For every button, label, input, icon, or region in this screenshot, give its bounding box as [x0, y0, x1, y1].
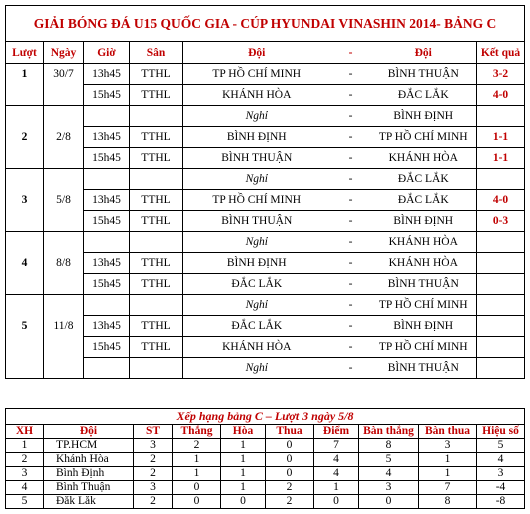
header-luot: Lượt: [6, 42, 44, 64]
standings-cell: 7: [314, 439, 359, 453]
header-gio: Giờ: [84, 42, 130, 64]
standings-cell: 2: [266, 481, 314, 495]
round-number: 4: [6, 253, 44, 274]
home-team: ĐẮC LẮK: [183, 316, 331, 337]
match-venue: TTHL: [130, 211, 183, 232]
header-doi-1: Đội: [183, 42, 331, 64]
match-result: 0-3: [477, 211, 525, 232]
away-team: BÌNH ĐỊNH: [371, 106, 477, 127]
standings-cell: 1: [419, 453, 477, 467]
standings-row: [6, 495, 525, 509]
match-result: [477, 337, 525, 358]
match-separator: -: [331, 85, 371, 106]
match-time: 15h45: [84, 274, 130, 295]
match-row: [6, 85, 525, 106]
standings-cell: 4: [314, 453, 359, 467]
round-date: 30/7: [44, 64, 84, 85]
match-separator: -: [331, 148, 371, 169]
standings-cell: 4: [359, 467, 419, 481]
match-time: 13h45: [84, 64, 130, 85]
match-separator: -: [331, 169, 371, 190]
standings-cell: 0: [173, 481, 221, 495]
schedule-table: [5, 5, 525, 379]
match-separator: -: [331, 64, 371, 85]
match-result: [477, 232, 525, 253]
header-separator: -: [331, 42, 371, 64]
away-team: KHÁNH HÒA: [371, 232, 477, 253]
match-row: [6, 316, 525, 337]
standings-cell: 2: [6, 453, 44, 467]
standings-cell: 2: [173, 439, 221, 453]
match-row: [6, 358, 525, 379]
away-team: ĐẮC LẮK: [371, 169, 477, 190]
standings-cell: 1: [221, 481, 266, 495]
match-time: 15h45: [84, 85, 130, 106]
match-row: [6, 295, 525, 316]
round-cell: [6, 85, 44, 106]
match-row: [6, 148, 525, 169]
standings-header-cell: ST: [134, 425, 173, 439]
standings-cell: 8: [419, 495, 477, 509]
standings-cell: 0: [314, 495, 359, 509]
match-venue: TTHL: [130, 64, 183, 85]
standings-team: Bình Thuận: [44, 481, 134, 495]
round-cell: [6, 211, 44, 232]
match-separator: -: [331, 127, 371, 148]
round-date-cell: [44, 337, 84, 358]
standings-cell: 2: [266, 495, 314, 509]
match-row: [6, 232, 525, 253]
match-row: [6, 274, 525, 295]
standings-cell: 3: [6, 467, 44, 481]
standings-header-cell: Bàn thắng: [359, 425, 419, 439]
standings-header-cell: Điểm: [314, 425, 359, 439]
standings-cell: 0: [221, 495, 266, 509]
away-team: ĐẮC LẮK: [371, 85, 477, 106]
match-separator: -: [331, 232, 371, 253]
match-separator: -: [331, 316, 371, 337]
standings-team: Khánh Hòa: [44, 453, 134, 467]
round-date: 8/8: [44, 253, 84, 274]
away-team: BÌNH ĐỊNH: [371, 316, 477, 337]
header-ngay: Ngày: [44, 42, 84, 64]
match-separator: -: [331, 274, 371, 295]
match-separator: -: [331, 295, 371, 316]
match-row: [6, 127, 525, 148]
round-cell: [6, 358, 44, 379]
standings-cell: 8: [359, 439, 419, 453]
round-number: 5: [6, 316, 44, 337]
standings-cell: 7: [419, 481, 477, 495]
match-result: 4-0: [477, 190, 525, 211]
standings-header-cell: XH: [6, 425, 44, 439]
round-date-cell: [44, 232, 84, 253]
round-date-cell: [44, 211, 84, 232]
standings-table: [5, 408, 525, 509]
round-cell: [6, 295, 44, 316]
standings-header-cell: Thua: [266, 425, 314, 439]
standings-cell: 1: [6, 439, 44, 453]
away-team: TP HỒ CHÍ MINH: [371, 127, 477, 148]
standings-cell: -4: [477, 481, 525, 495]
standings-cell: 1: [173, 453, 221, 467]
round-date: 11/8: [44, 316, 84, 337]
round-date: 2/8: [44, 127, 84, 148]
standings-header-row: [6, 425, 525, 439]
standings-row: [6, 467, 525, 481]
away-team: ĐẮC LẮK: [371, 190, 477, 211]
standings-team: Đăk Lăk: [44, 495, 134, 509]
away-team: BÌNH THUẬN: [371, 358, 477, 379]
home-team: Nghỉ: [183, 106, 331, 127]
away-team: TP HỒ CHÍ MINH: [371, 295, 477, 316]
match-venue: TTHL: [130, 127, 183, 148]
home-team: Nghỉ: [183, 232, 331, 253]
round-date-cell: [44, 295, 84, 316]
standings-cell: 5: [6, 495, 44, 509]
round-cell: [6, 169, 44, 190]
round-date: 5/8: [44, 190, 84, 211]
round-date-cell: [44, 85, 84, 106]
standings-title: Xếp hạng bảng C – Lượt 3 ngày 5/8: [6, 409, 525, 425]
standings-cell: 3: [359, 481, 419, 495]
schedule-title: GIẢI BÓNG ĐÁ U15 QUỐC GIA - CÚP HYUNDAI VINASHIN 2014- BẢNG C: [6, 6, 525, 42]
round-number: 3: [6, 190, 44, 211]
match-time: 15h45: [84, 148, 130, 169]
match-time: 13h45: [84, 127, 130, 148]
standings-header-cell: Bàn thua: [419, 425, 477, 439]
standings-cell: 2: [134, 453, 173, 467]
standings-cell: 4: [314, 467, 359, 481]
match-venue: TTHL: [130, 253, 183, 274]
home-team: BÌNH ĐỊNH: [183, 127, 331, 148]
home-team: TP HỒ CHÍ MINH: [183, 190, 331, 211]
match-venue: [130, 295, 183, 316]
standings-cell: -8: [477, 495, 525, 509]
match-venue: [130, 358, 183, 379]
round-cell: [6, 232, 44, 253]
standings-header-cell: Thắng: [173, 425, 221, 439]
standings-cell: 0: [359, 495, 419, 509]
match-row: [6, 106, 525, 127]
round-date-cell: [44, 169, 84, 190]
round-cell: [6, 274, 44, 295]
standings-cell: 4: [6, 481, 44, 495]
match-row: [6, 337, 525, 358]
match-result: [477, 274, 525, 295]
match-time: [84, 106, 130, 127]
round-date-cell: [44, 106, 84, 127]
match-venue: [130, 232, 183, 253]
match-result: [477, 358, 525, 379]
standings-team: Bình Định: [44, 467, 134, 481]
match-time: [84, 169, 130, 190]
home-team: KHÁNH HÒA: [183, 337, 331, 358]
match-venue: TTHL: [130, 274, 183, 295]
match-time: 13h45: [84, 316, 130, 337]
schedule-header-row: [6, 42, 525, 64]
home-team: BÌNH THUẬN: [183, 211, 331, 232]
home-team: BÌNH ĐỊNH: [183, 253, 331, 274]
standings-cell: 1: [221, 453, 266, 467]
home-team: KHÁNH HÒA: [183, 85, 331, 106]
standings-cell: 0: [266, 467, 314, 481]
match-venue: TTHL: [130, 337, 183, 358]
round-cell: [6, 337, 44, 358]
round-number: 2: [6, 127, 44, 148]
match-row: [6, 64, 525, 85]
header-ket-qua: Kết quả: [477, 42, 525, 64]
match-row: [6, 190, 525, 211]
match-venue: [130, 169, 183, 190]
standings-team: TP.HCM: [44, 439, 134, 453]
standings-cell: 4: [477, 453, 525, 467]
away-team: BÌNH THUẬN: [371, 64, 477, 85]
standings-cell: 0: [173, 495, 221, 509]
match-row: [6, 169, 525, 190]
match-venue: TTHL: [130, 190, 183, 211]
match-venue: TTHL: [130, 316, 183, 337]
standings-cell: 2: [134, 495, 173, 509]
standings-row: [6, 439, 525, 453]
standings-header-cell: Đội: [44, 425, 134, 439]
away-team: KHÁNH HÒA: [371, 253, 477, 274]
match-separator: -: [331, 337, 371, 358]
match-venue: TTHL: [130, 85, 183, 106]
standings-cell: 3: [477, 467, 525, 481]
match-separator: -: [331, 253, 371, 274]
standings-cell: 1: [173, 467, 221, 481]
match-time: 13h45: [84, 190, 130, 211]
standings-cell: 5: [359, 453, 419, 467]
away-team: TP HỒ CHÍ MINH: [371, 337, 477, 358]
match-result: 3-2: [477, 64, 525, 85]
standings-header-cell: Hiệu số: [477, 425, 525, 439]
away-team: BÌNH ĐỊNH: [371, 211, 477, 232]
home-team: Nghỉ: [183, 358, 331, 379]
home-team: ĐẮC LẮK: [183, 274, 331, 295]
home-team: Nghỉ: [183, 295, 331, 316]
match-time: [84, 358, 130, 379]
standings-cell: 0: [266, 453, 314, 467]
match-time: [84, 232, 130, 253]
header-doi-2: Đội: [371, 42, 477, 64]
home-team: Nghỉ: [183, 169, 331, 190]
round-number: 1: [6, 64, 44, 85]
standings-cell: 1: [314, 481, 359, 495]
home-team: BÌNH THUẬN: [183, 148, 331, 169]
match-time: 13h45: [84, 253, 130, 274]
standings-row: [6, 481, 525, 495]
standings-cell: 1: [221, 467, 266, 481]
match-time: [84, 295, 130, 316]
match-result: 4-0: [477, 85, 525, 106]
round-date-cell: [44, 358, 84, 379]
match-result: [477, 253, 525, 274]
standings-cell: 3: [419, 439, 477, 453]
standings-cell: 3: [134, 439, 173, 453]
match-time: 15h45: [84, 211, 130, 232]
home-team: TP HỒ CHÍ MINH: [183, 64, 331, 85]
match-result: [477, 316, 525, 337]
match-separator: -: [331, 106, 371, 127]
round-date-cell: [44, 148, 84, 169]
standings-cell: 1: [221, 439, 266, 453]
away-team: KHÁNH HÒA: [371, 148, 477, 169]
match-time: 15h45: [84, 337, 130, 358]
match-separator: -: [331, 358, 371, 379]
standings-cell: 1: [419, 467, 477, 481]
match-row: [6, 253, 525, 274]
match-separator: -: [331, 211, 371, 232]
away-team: BÌNH THUẬN: [371, 274, 477, 295]
header-san: Sân: [130, 42, 183, 64]
match-result: 1-1: [477, 148, 525, 169]
match-row: [6, 211, 525, 232]
match-separator: -: [331, 190, 371, 211]
match-result: [477, 106, 525, 127]
standings-cell: 3: [134, 481, 173, 495]
round-date-cell: [44, 274, 84, 295]
standings-row: [6, 453, 525, 467]
match-result: [477, 169, 525, 190]
round-cell: [6, 148, 44, 169]
match-venue: [130, 106, 183, 127]
round-cell: [6, 106, 44, 127]
standings-cell: 5: [477, 439, 525, 453]
match-venue: TTHL: [130, 148, 183, 169]
standings-header-cell: Hòa: [221, 425, 266, 439]
standings-cell: 2: [134, 467, 173, 481]
match-result: 1-1: [477, 127, 525, 148]
standings-cell: 0: [266, 439, 314, 453]
match-result: [477, 295, 525, 316]
